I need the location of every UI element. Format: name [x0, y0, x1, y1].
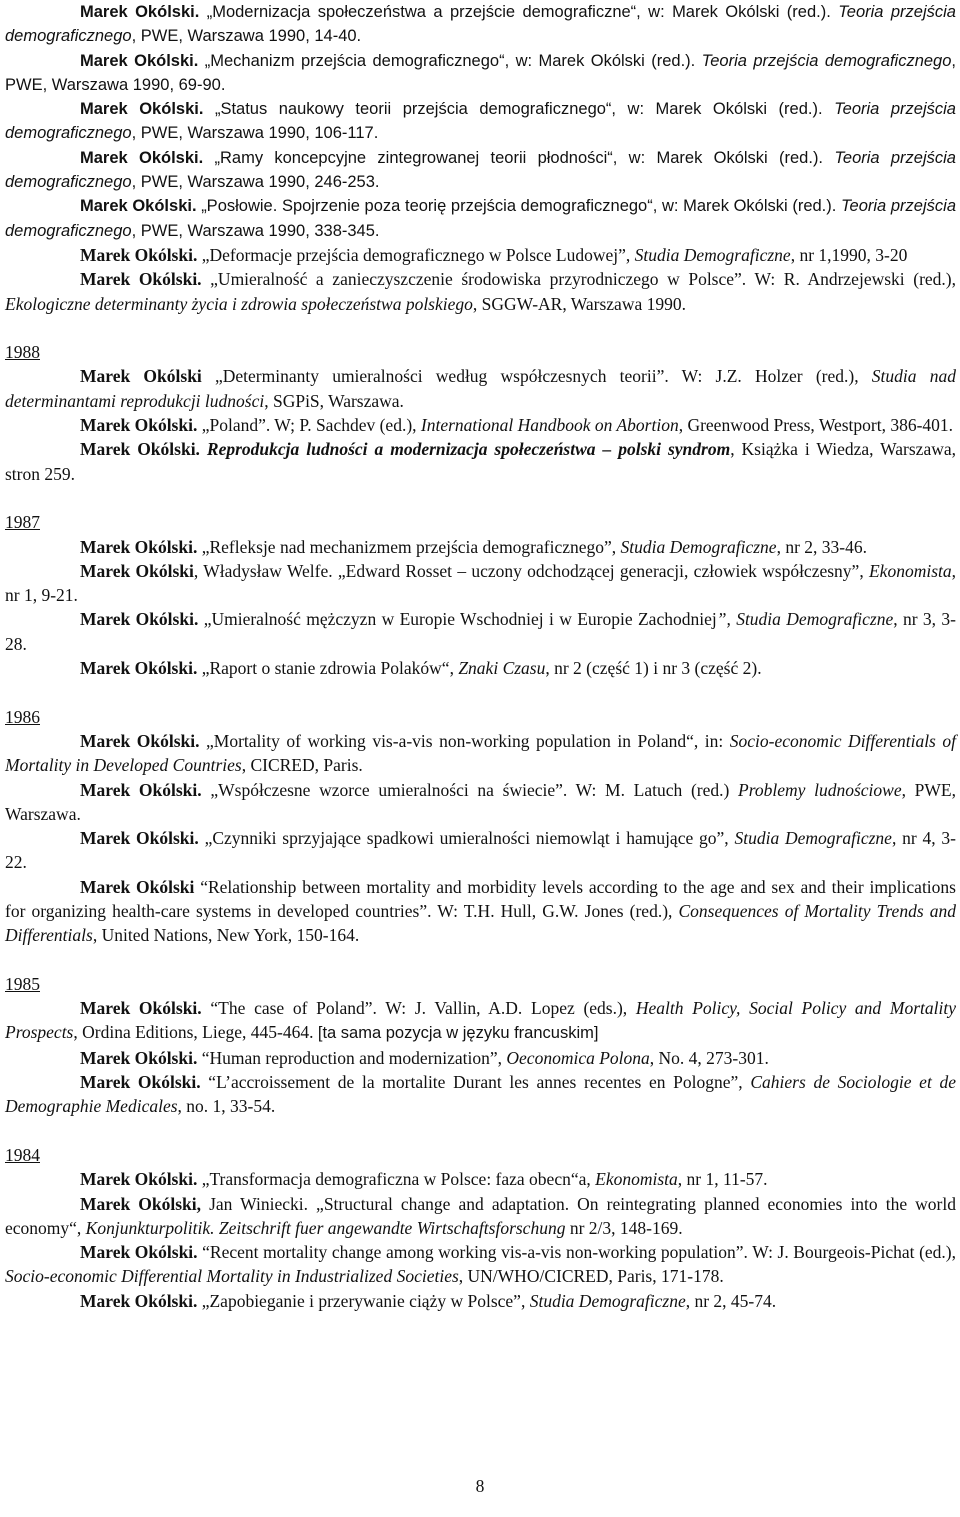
author-name: Marek Okólski.	[80, 1072, 201, 1093]
bibliography-section	[0, 510, 960, 680]
bibliography-entry	[5, 559, 956, 608]
bibliography-entry	[5, 1289, 956, 1313]
author-name: Marek Okólski.	[80, 1047, 198, 1068]
author-name: Marek Okólski.	[80, 998, 202, 1019]
entry-text: „Mortality of working vis-a-vis non-working population in Poland“, in:	[199, 730, 730, 751]
bibliography-entry	[5, 729, 956, 778]
bibliography-entry	[5, 1046, 956, 1070]
bibliography-entry	[5, 1240, 956, 1289]
entry-text: „Posłowie. Spojrzenie poza teorię przejścia demograficznego“, w: Marek Okólski (red.).	[196, 197, 841, 216]
year-heading: 1985	[5, 973, 40, 994]
publication-title: Studia Demograficzne	[734, 828, 892, 849]
entry-text	[200, 439, 207, 459]
entry-text: , nr 1,1990, 3-20	[790, 244, 908, 265]
bibliography-entry	[5, 826, 956, 875]
entry-text: “L’accroissement de la mortalite Durant les annes recentes en Pologne”,	[200, 1072, 751, 1093]
entry-text: “The case of Poland”. W: J. Vallin, A.D. Lopez (eds.),	[201, 998, 636, 1019]
entry-text: , no. 1, 33-54.	[177, 1096, 276, 1117]
entry-text: Jan Winiecki. „Structural change and adaptation. On reintegrating planned economies into the world economy“,	[5, 1193, 956, 1238]
entry-text: „Modernizacja społeczeństwa a przejście demograficzne“, w: Marek Okólski (red.).	[199, 3, 839, 21]
bibliography-entry	[5, 267, 956, 316]
author-name: Marek Okólski.	[80, 658, 198, 679]
publication-title: Reprodukcja ludności a modernizacja społeczeństwa – polski syndrom	[206, 439, 731, 460]
year-heading: 1988	[5, 342, 40, 363]
entry-text: „Status naukowy teorii przejścia demograficznego“, w: Marek Okólski (red.).	[203, 100, 835, 119]
author-name: Marek Okólski	[80, 560, 194, 581]
author-name: Marek Okólski.	[80, 609, 199, 630]
bibliography-entry	[5, 437, 956, 486]
author-name: Marek Okólski.	[80, 197, 197, 216]
entry-text: „Transformacja demograficzna w Polsce: faza obecn“a,	[197, 1169, 596, 1190]
entry-text: “Relationship between mortality and morbidity levels according to the age and sex and their implications for organizing health-care systems in developed countries”. W: T.H. Hull, G.W. Jones (red.),	[5, 876, 956, 921]
publication-title: Studia Demograficzne	[529, 1290, 686, 1311]
bibliography-entry	[5, 49, 956, 98]
entry-text: , PWE, Warszawa 1990, 246-253.	[131, 173, 380, 192]
bibliography-section	[0, 972, 960, 1119]
author-name: Marek Okólski.	[80, 730, 200, 751]
publication-title: Teoria przejścia demograficznego	[5, 148, 956, 192]
publication-title: Studia nad determinantami reprodukcji ludności	[5, 366, 956, 411]
entry-text: , nr 3, 3-28.	[5, 609, 956, 654]
publication-title: Socio-economic Differential Mortality in Industrialized Societies	[5, 1266, 459, 1287]
entry-text: , nr 2, 33-46.	[776, 536, 867, 557]
entry-text: “Human reproduction and modernization”,	[197, 1047, 507, 1068]
entry-text: „Współczesne wzorce umieralności na świecie”. W: M. Latuch (red.)	[201, 779, 739, 800]
publication-title: Health Policy, Social Policy and Mortality Prospects	[5, 998, 956, 1043]
bibliography-entry	[5, 607, 956, 656]
entry-text: , PWE, Warszawa.	[5, 779, 956, 824]
author-name: Marek Okólski.	[80, 779, 202, 800]
publication-title: Consequences of Mortality Trends and Differentials	[5, 900, 956, 946]
publication-title: Ekonomista	[868, 560, 952, 581]
bibliography-section	[0, 0, 960, 316]
entry-text: , Greenwood Press, Westport, 386-401.	[678, 415, 954, 436]
entry-text: , UN/WHO/CICRED, Paris, 171-178.	[458, 1266, 724, 1287]
publication-title: Studia Demograficzne	[620, 536, 777, 557]
entry-text: , Książka i Wiedza, Warszawa, stron 259.	[5, 439, 956, 484]
author-name: Marek Okólski.	[80, 244, 198, 265]
bibliography-entry	[5, 535, 956, 559]
bibliography-entry	[5, 413, 956, 437]
entry-text: „Ramy koncepcyjne zintegrowanej teorii płodności“, w: Marek Okólski (red.).	[203, 148, 835, 167]
bibliography-entry	[5, 243, 956, 267]
author-name: Marek Okólski.	[80, 100, 204, 119]
entry-text: , nr 1, 9-21.	[5, 560, 956, 606]
entry-text: , Ordina Editions, Liege, 445-464.	[73, 1022, 318, 1043]
bibliography-entry	[5, 364, 956, 413]
bibliography-entry	[5, 194, 956, 243]
entry-text: , CICRED, Paris.	[241, 755, 363, 776]
publication-title: International Handbook on Abortion	[420, 415, 679, 436]
publication-title: ”, Studia Demograficzne	[716, 609, 894, 630]
entry-text: , Władysław Welfe. „Edward Rosset – uczony odchodzącej generacji, człowiek współczesny”,	[193, 560, 869, 581]
bibliography-entry	[5, 996, 956, 1046]
entry-text: „Poland”. W; P. Sachdev (ed.),	[197, 415, 421, 436]
author-name: Marek Okólski	[80, 366, 202, 387]
entry-text: , No. 4, 273-301.	[649, 1047, 769, 1068]
author-name: Marek Okólski.	[80, 3, 200, 21]
publication-title: Konjunkturpolitik. Zeitschrift fuer angewandte Wirtschaftsforschung	[85, 1217, 566, 1238]
entry-text: , nr 4, 3-22.	[5, 828, 956, 873]
year-heading: 1987	[5, 512, 40, 533]
author-name: Marek Okólski.	[80, 439, 200, 460]
year-heading: 1984	[5, 1144, 40, 1165]
bibliography-entry	[5, 0, 956, 49]
bibliography-entry	[5, 778, 956, 827]
entry-text: , SGGW-AR, Warszawa 1990.	[472, 293, 686, 314]
entry-text: , nr 2 (część 1) i nr 3 (część 2).	[545, 658, 762, 679]
year-heading: 1986	[5, 706, 40, 727]
author-name: Marek Okólski.	[80, 828, 199, 849]
bibliography-section	[0, 340, 960, 486]
publication-title: Studia Demograficzne	[634, 244, 791, 265]
author-name: Marek Okólski.	[80, 536, 198, 557]
author-name: Marek Okólski.	[80, 1242, 198, 1263]
entry-text: „Zapobieganie i przerywanie ciąży w Polsce”,	[197, 1290, 530, 1311]
bibliography-entry	[5, 875, 956, 948]
publication-title: Teoria przejścia demograficznego	[5, 3, 956, 46]
entry-text: , nr 1, 11-57.	[677, 1169, 768, 1190]
entry-text: , SGPiS, Warszawa.	[264, 390, 404, 411]
publication-title: Problemy ludnościowe	[738, 779, 902, 800]
publication-title: Oeconomica Polona	[506, 1047, 650, 1068]
entry-text: „Refleksje nad mechanizmem przejścia demograficznego”,	[197, 536, 621, 557]
author-name: Marek Okólski.	[80, 269, 202, 290]
bibliography-section	[0, 705, 960, 948]
entry-text: , PWE, Warszawa 1990, 338-345.	[131, 221, 380, 240]
bibliography-section	[0, 1143, 960, 1313]
page-number: 8	[475, 1476, 485, 1496]
entry-note: [ta sama pozycja w języku francuskim]	[317, 1024, 599, 1043]
publication-title: Cahiers de Sociologie et de Demographie Medicales	[5, 1072, 956, 1117]
publication-title: Socio-economic Differentials of Mortality in Developed Countries	[5, 730, 956, 776]
bibliography-entry	[5, 1167, 956, 1191]
entry-text: „Czynniki sprzyjające spadkowi umieralności niemowląt i hamujące go”,	[198, 828, 735, 849]
bibliography-entry	[5, 1192, 956, 1241]
publication-title: Ekonomista	[595, 1169, 678, 1190]
entry-text: „Raport o stanie zdrowia Polaków“,	[197, 658, 459, 679]
entry-text: , PWE, Warszawa 1990, 69-90.	[5, 51, 957, 94]
entry-text: , United Nations, New York, 150-164.	[92, 925, 360, 946]
entry-text: „Umieralność mężczyzn w Europie Wschodniej i w Europie Zachodniej	[198, 609, 717, 630]
publication-title: Teoria przejścia demograficznego	[5, 197, 956, 240]
author-name: Marek Okólski.	[80, 148, 204, 167]
publication-title: Teoria przejścia demograficznego	[5, 100, 956, 143]
publication-title: Teoria przejścia demograficznego	[701, 51, 952, 70]
author-name: Marek Okólski.	[80, 51, 199, 70]
author-name: Marek Okólski.	[80, 1290, 198, 1311]
entry-text: „Determinanty umieralności według współczesnych teorii”. W: J.Z. Holzer (red.),	[201, 366, 872, 387]
bibliography-entry	[5, 1070, 956, 1119]
entry-text: , nr 2, 45-74.	[685, 1290, 777, 1311]
entry-text: „Deformacje przejścia demograficznego w Polsce Ludowej”,	[197, 244, 635, 265]
author-name: Marek Okólski,	[80, 1193, 202, 1214]
entry-text: “Recent mortality change among working vis-a-vis non-working population”. W: J. Bourgeois-Pichat (ed.),	[197, 1242, 956, 1263]
entry-text: „Mechanizm przejścia demograficznego“, w: Marek Okólski (red.).	[198, 51, 702, 70]
entry-text: , PWE, Warszawa 1990, 14-40.	[131, 27, 362, 46]
entry-text: nr 2/3, 148-169.	[565, 1217, 683, 1238]
entry-text: „Umieralność a zanieczyszczenie środowiska przyrodniczego w Polsce”. W: R. Andrzejewski (red.),	[201, 269, 956, 290]
author-name: Marek Okólski	[80, 876, 195, 897]
publication-title: Ekologiczne determinanty życia i zdrowia społeczeństwa polskiego	[5, 293, 473, 314]
entry-text: , PWE, Warszawa 1990, 106-117.	[131, 124, 379, 143]
publication-title: Znaki Czasu	[458, 658, 546, 679]
bibliography-entry	[5, 656, 956, 680]
author-name: Marek Okólski.	[80, 1169, 198, 1190]
bibliography-entry	[5, 146, 956, 195]
author-name: Marek Okólski.	[80, 415, 198, 436]
bibliography-entry	[5, 97, 956, 146]
